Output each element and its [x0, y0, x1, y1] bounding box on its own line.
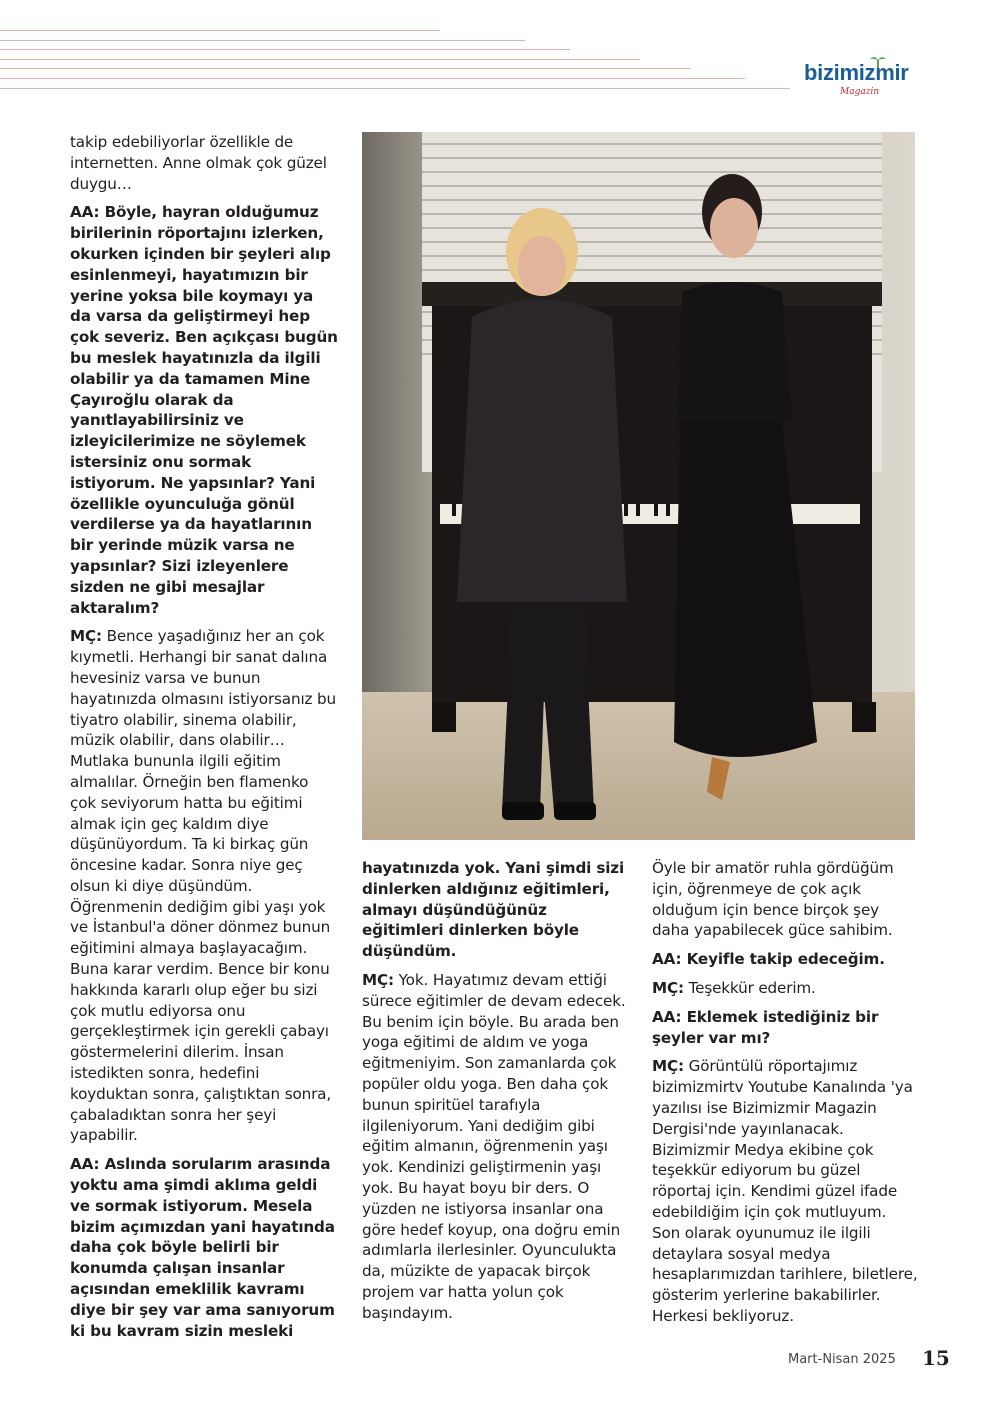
answer-text: Yok. Hayatımız devam ettiği sürece eğitimler de devam edecek. Bu benim için böyle. Bu arada ben yoga eğitimi de aldım ve yoga eğitmeniyim. Son zamanlarda çok popüler oldu yoga. Ben daha çok bunun spiritüel tarafıyla ilgileniyorum. Yani dediğim gibi eğitim almanın, öğrenmenin yaşı yok. Kendinizi geliştirmenin yaşı yok. Bu hayat boyu bir ders. O yüzden ne istiyorsa insanlar ona göre hedef koyup, ona doğru emin adımlarla ilerlesinler. Oyunculukta da, müzikte de yapacak birçok projem var hatta yolun çok başındayım.	[362, 970, 626, 1322]
page-number: 15	[922, 1346, 950, 1370]
logo-wordmark: bizimizmir	[804, 60, 909, 85]
interviewee-answer-continued: Öyle bir amatör ruhla gördüğüm için, öğrenmeye de çok açık olduğum için bence birçok şey daha yapabilecek güce sahibim.	[652, 859, 894, 940]
article-column-1	[70, 132, 338, 1349]
speaker-label: AA:	[652, 950, 682, 969]
answer-text: Teşekkür ederim.	[688, 978, 816, 997]
interviewee-answer	[652, 1056, 918, 1326]
logo-subtitle: Magazin	[840, 87, 880, 97]
magazine-logo	[804, 60, 924, 100]
question-text: Keyifle takip edeceğim.	[686, 950, 885, 969]
answer-text: Görüntülü röportajımız bizimizmirtv Youtube Kanalında 'ya yazılısı ise Bizimizmir Magazin Dergisi'nde yayınlanacak. Bizimizmir Medya ekibine çok teşekkür ediyorum bu güzel röportaj için. Kendimi güzel ifade edebildiğim için çok mutluyum. Son olarak oyunumuz ile ilgili detaylara sosyal medya hesaplarımızdan tarihlere, biletlere, gösterim yerlerine bakabilirler. Herkesi bekliyoruz.	[652, 1057, 918, 1325]
palm-tree-icon	[870, 54, 886, 68]
interviewer-question	[70, 202, 338, 618]
paragraph: takip edebiliyorlar özellikle de internetten. Anne olmak çok güzel duygu…	[70, 133, 327, 193]
speaker-label: MÇ:	[70, 627, 102, 646]
speaker-label: AA:	[652, 1007, 682, 1026]
article-column-3	[652, 858, 918, 1335]
interviewer-question	[652, 949, 918, 970]
speaker-label: MÇ:	[362, 970, 394, 989]
interviewee-answer	[70, 626, 338, 1146]
article-column-2	[362, 858, 630, 1332]
speaker-label: AA:	[70, 203, 100, 222]
speaker-label: MÇ:	[652, 1057, 684, 1076]
question-text: Aslında sorularım arasında yoktu ama şimdi aklıma geldi ve sormak istiyorum. Mesela bizim açımızdan yani hayatında daha çok böyle belirli bir konumda çalışan insanlar açısından emeklilik kavramı diye bir şey var ama sanıyorum ki bu kavram sizin mesleki	[70, 1155, 335, 1340]
interviewer-question	[70, 1154, 338, 1341]
photo-two-women-by-piano	[362, 132, 915, 840]
answer-text: Bence yaşadığınız her an çok kıymetli. Herhangi bir sanat dalına hevesiniz varsa ve bunun hayatınızda olmasını istiyorsanız bu tiyatro olabilir, sinema olabilir, müzik olabilir, dans olabilir… Mutlaka bununla ilgili eğitim almalılar. Örneğin ben flamenko çok seviyorum hatta bu eğitimi almak için geç kaldım diye düşünüyordum. Ta ki birkaç gün öncesine kadar. Sonra niye geç olsun ki diye düşündüm. Öğrenmenin dediğim gibi yaşı yok ve İstanbul'a döner dönmez bunun eğitimini almaya başlayacağım. Buna karar verdim. Bence bir konu hakkında kararlı olup eğer bu sizi çok mutlu ediyorsa onu gerçekleştirmek için gerekli çabayı göstermelerini dilerim. İnsan istedikten sonra, hedefini koyduktan sonra, çalıştıktan sonra, çabaladıktan sonra her şeyi yapabilir.	[70, 627, 336, 1145]
issue-date: Mart-Nisan 2025	[788, 1352, 896, 1367]
interviewer-question	[652, 1007, 918, 1049]
question-text: Eklemek istediğiniz bir şeyler var mı?	[652, 1007, 879, 1047]
interviewee-answer	[362, 970, 630, 1324]
question-text: Böyle, hayran olduğumuz birilerinin röportajını izlerken, okurken içinden bir şeyleri alıp esinlenmeyi, hayatımızın bir yerine yoksa bile koymayı ya da varsa da geliştirmeyi hep çok severiz. Ben açıkçası bugün bu meslek hayatınızla da ilgili olabilir ya da tamamen Mine Çayıroğlu olarak da yanıtlayabilirsiniz ve izleyicilerimize ne söylemek istersiniz onu sormak istiyorum. Ne yapsınlar? Yani özellikle oyunculuğa gönül verdilerse ya da hayatlarının bir yerinde müzik varsa ne yapsınlar? Sizi izleyenlere sizden ne gibi mesajlar aktaralım?	[70, 203, 338, 617]
speaker-label: MÇ:	[652, 978, 684, 997]
interviewer-question-continued: hayatınızda yok. Yani şimdi sizi dinlerken aldığınız eğitimleri, almayı düşündüğünüz eğitimleri dinlerken böyle düşündüm.	[362, 859, 625, 961]
article-photo	[362, 132, 915, 840]
interviewee-answer	[652, 978, 918, 999]
speaker-label: AA:	[70, 1155, 100, 1174]
